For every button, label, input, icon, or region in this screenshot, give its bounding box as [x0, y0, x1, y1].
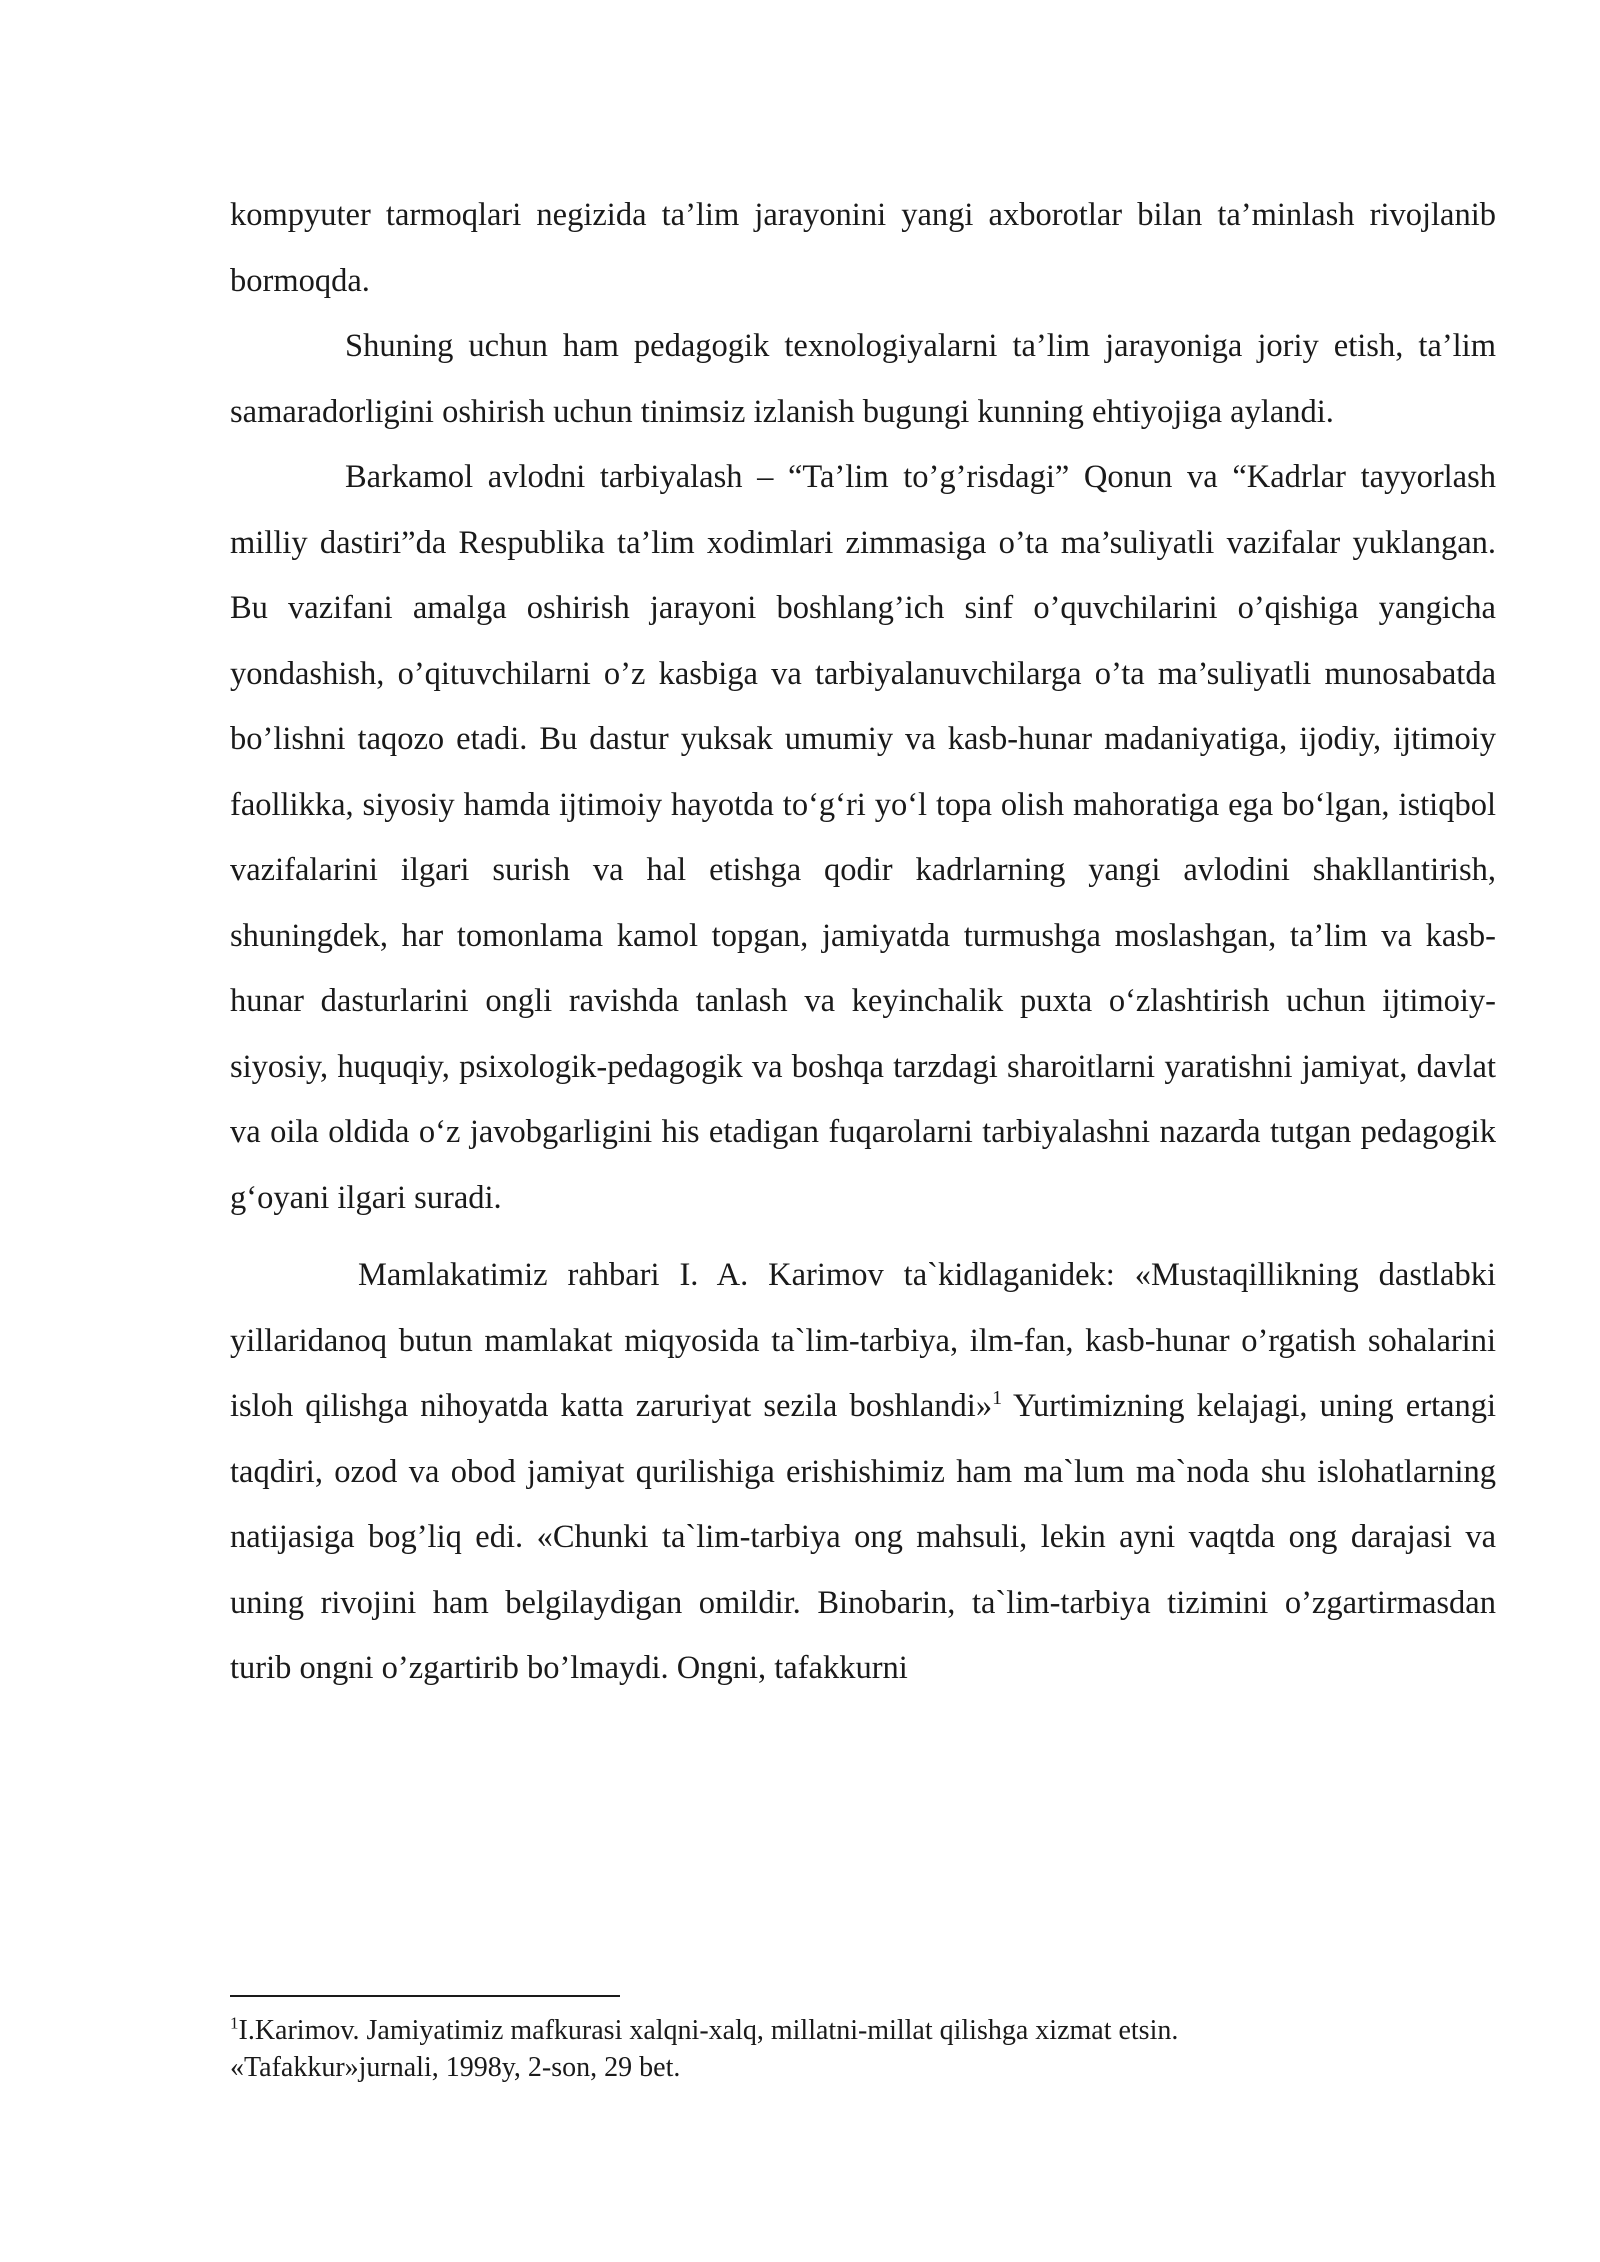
body-text [230, 183, 1496, 1702]
footnote-text-1: I.Karimov. Jamiyatimiz mafkurasi xalqni-xalq, millatni-millat qilishga xizmat etsin. [238, 2015, 1179, 2046]
footnote-line-2: «Tafakkur»jurnali, 1998y, 2-son, 29 bet. [230, 2052, 681, 2083]
footnote [230, 2012, 1496, 2086]
footnote-reference: 1 [992, 1387, 1003, 1410]
paragraph-4-part-2: Yurtimizning kelajagi, uning ertangi taqdiri, ozod va obod jamiyat qurilishiga erishishimiz ham ma`lum ma`noda shu islohatlarning natijasiga bog’liq edi. «Chunki ta`lim-tarbiya ong mahsuli, lekin ayni vaqtda ong darajasi va uning rivojini ham belgilaydigan omildir. Binobarin, ta`lim-tarbiya tizimini o’zgartirmasdan turib ongni o’zgartirib bo’lmaydi. Ongni, tafakkurni [230, 1388, 1496, 1686]
footnote-divider [230, 1995, 620, 1997]
footnote-line-1 [230, 2012, 1496, 2049]
paragraph-4-part-1: Mamlakatimiz rahbari I. A. Karimov ta`kidlaganidek: «Mustaqillikning dastlabki yillaridanoq butun mamlakat miqyosida ta`lim-tarbiya, ilm-fan, kasb-hunar o’rgatish sohalarini isloh qilishga nihoyatda katta zaruriyat sezila boshlandi» [230, 1257, 1496, 1424]
paragraph-2: Shuning uchun ham pedagogik texnologiyalarni ta’lim jarayoniga joriy etish, ta’lim samaradorligini oshirish uchun tinimsiz izlanish bugungi kunning ehtiyojiga aylandi. [230, 328, 1496, 430]
footnote-marker: 1 [230, 2013, 239, 2033]
paragraph-4 [230, 1243, 1496, 1702]
paragraph-1: kompyuter tarmoqlari negizida ta’lim jarayonini yangi axborotlar bilan ta’minlash rivojlanib bormoqda. [230, 197, 1496, 299]
paragraph-3: Barkamol avlodni tarbiyalash – “Ta’lim to’g’risdagi” Qonun va “Kadrlar tayyorlash milliy dastiri”da Respublika ta’lim xodimlari zimmasiga o’ta ma’suliyatli vazifalar yuklangan. Bu vazifani amalga oshirish jarayoni boshlang’ich sinf o’quvchilarini o’qishiga yangicha yondashish, o’qituvchilarni o’z kasbiga va tarbiyalanuvchilarga o’ta ma’suliyatli munosabatda bo’lishni taqozo etadi. Bu dastur yuksak umumiy va kasb-hunar madaniyatiga, ijodiy, ijtimoiy faollikka, siyosiy hamda ijtimoiy hayotda to‘g‘ri yo‘l topa olish mahoratiga ega bo‘lgan, istiqbol vazifalarini ilgari surish va hal etishga qodir kadrlarning yangi avlodini shakllantirish, shuningdek, har tomonlama kamol topgan, jamiyatda turmushga moslashgan, ta’lim va kasb-hunar dasturlarini ongli ravishda tanlash va keyinchalik puxta o‘zlashtirish uchun ijtimoiy-siyosiy, huquqiy, psixologik-pedagogik va boshqa tarzdagi sharoitlarni yaratishni jamiyat, davlat va oila oldida o‘z javobgarligini his etadigan fuqarolarni tarbiyalashni nazarda tutgan pedagogik g‘oyani ilgari suradi. [230, 459, 1496, 1216]
